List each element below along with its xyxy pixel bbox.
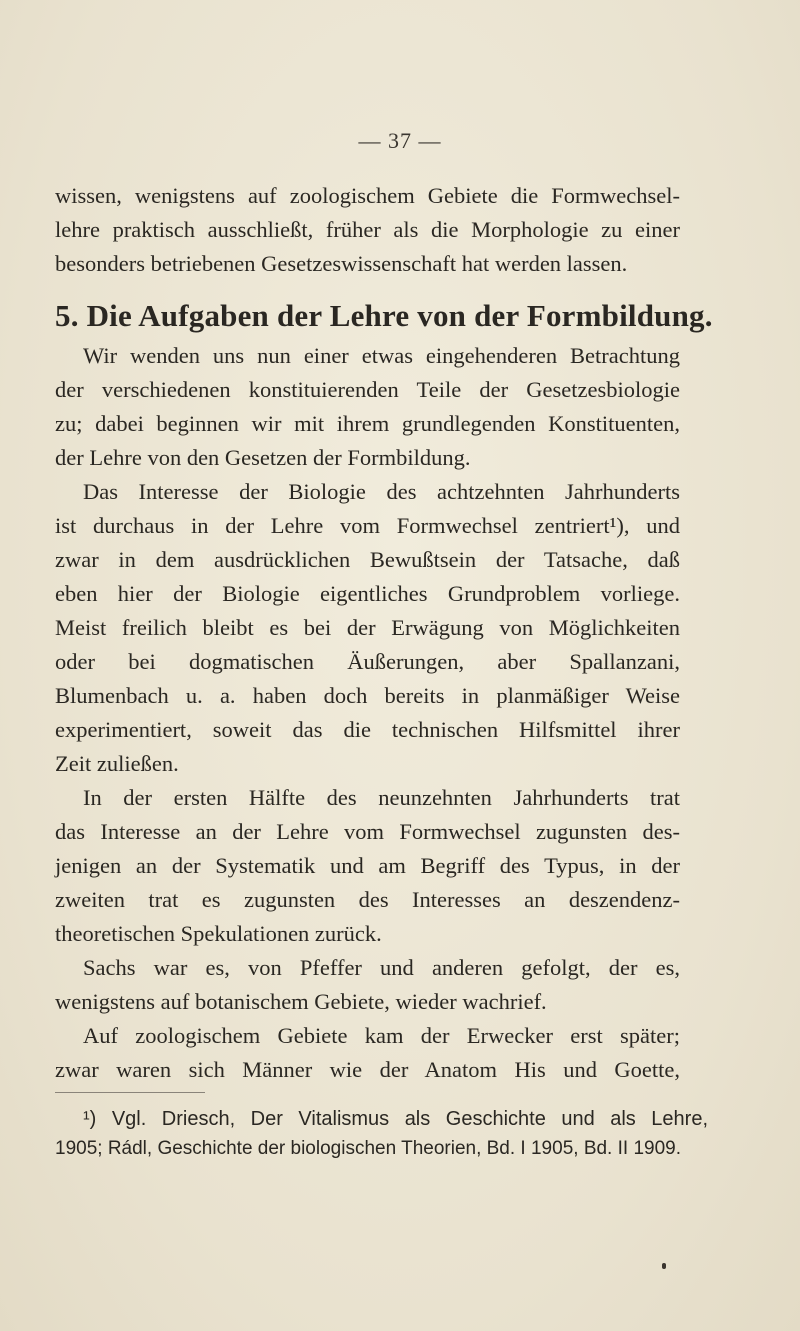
text-line: Sachs war es, von Pfeffer und anderen gefolgt, der es,: [83, 955, 680, 980]
text-line: lehre praktisch ausschließt, früher als die Morphologie zu einer: [55, 217, 680, 242]
text-line: besonders betriebenen Gesetzeswissenschaft hat werden lassen.: [55, 251, 628, 276]
page-number: — 37 —: [358, 128, 442, 153]
text-line: theoretischen Spekulationen zurück.: [55, 921, 382, 946]
paper-speck: [662, 1263, 666, 1269]
footnote-line: ¹) Vgl. Driesch, Der Vitalismus als Geschichte und als Lehre,: [83, 1108, 708, 1130]
text-line: zwar waren sich Männer wie der Anatom His und Goette,: [55, 1057, 680, 1082]
text-line: das Interesse an der Lehre vom Formwechsel zugunsten des-: [55, 819, 680, 844]
text-line: der verschiedenen konstituierenden Teile der Gesetzesbiologie: [55, 377, 680, 402]
text-line: Meist freilich bleibt es bei der Erwägung von Möglichkeiten: [55, 615, 680, 640]
text-line: oder bei dogmatischen Äußerungen, aber Spallanzani,: [55, 649, 680, 674]
footnote-line: 1905; Rádl, Geschichte der biologischen Theorien, Bd. I 1905, Bd. II 1909.: [55, 1138, 681, 1159]
text-line: der Lehre von den Gesetzen der Formbildung.: [55, 445, 471, 470]
text-line: eben hier der Biologie eigentliches Grundproblem vorliege.: [55, 581, 680, 606]
text-line: Das Interesse der Biologie des achtzehnten Jahrhunderts: [83, 479, 680, 504]
text-line: Auf zoologischem Gebiete kam der Erwecker erst später;: [83, 1023, 680, 1048]
footnote-divider: [55, 1092, 205, 1093]
text-line: experimentiert, soweit das die technischen Hilfsmittel ihrer: [55, 717, 680, 742]
text-line: In der ersten Hälfte des neunzehnten Jahrhunderts trat: [83, 785, 680, 810]
text-line: zu; dabei beginnen wir mit ihrem grundlegenden Konstituenten,: [55, 411, 680, 436]
text-line: jenigen an der Systematik und am Begriff des Typus, in der: [55, 853, 680, 878]
text-line: wissen, wenigstens auf zoologischem Gebiete die Formwechsel-: [55, 183, 680, 208]
text-line: Wir wenden uns nun einer etwas eingehenderen Betrachtung: [83, 343, 680, 368]
text-line: ist durchaus in der Lehre vom Formwechsel zentriert¹), und: [55, 513, 680, 538]
text-line: zwar in dem ausdrücklichen Bewußtsein der Tatsache, daß: [55, 547, 680, 572]
text-line: wenigstens auf botanischem Gebiete, wieder wachrief.: [55, 989, 547, 1014]
section-heading: 5. Die Aufgaben der Lehre von der Formbildung.: [55, 298, 713, 333]
text-line: Zeit zuließen.: [55, 751, 179, 776]
text-line: Blumenbach u. a. haben doch bereits in planmäßiger Weise: [55, 683, 680, 708]
text-line: zweiten trat es zugunsten des Interesses an deszendenz-: [55, 887, 680, 912]
